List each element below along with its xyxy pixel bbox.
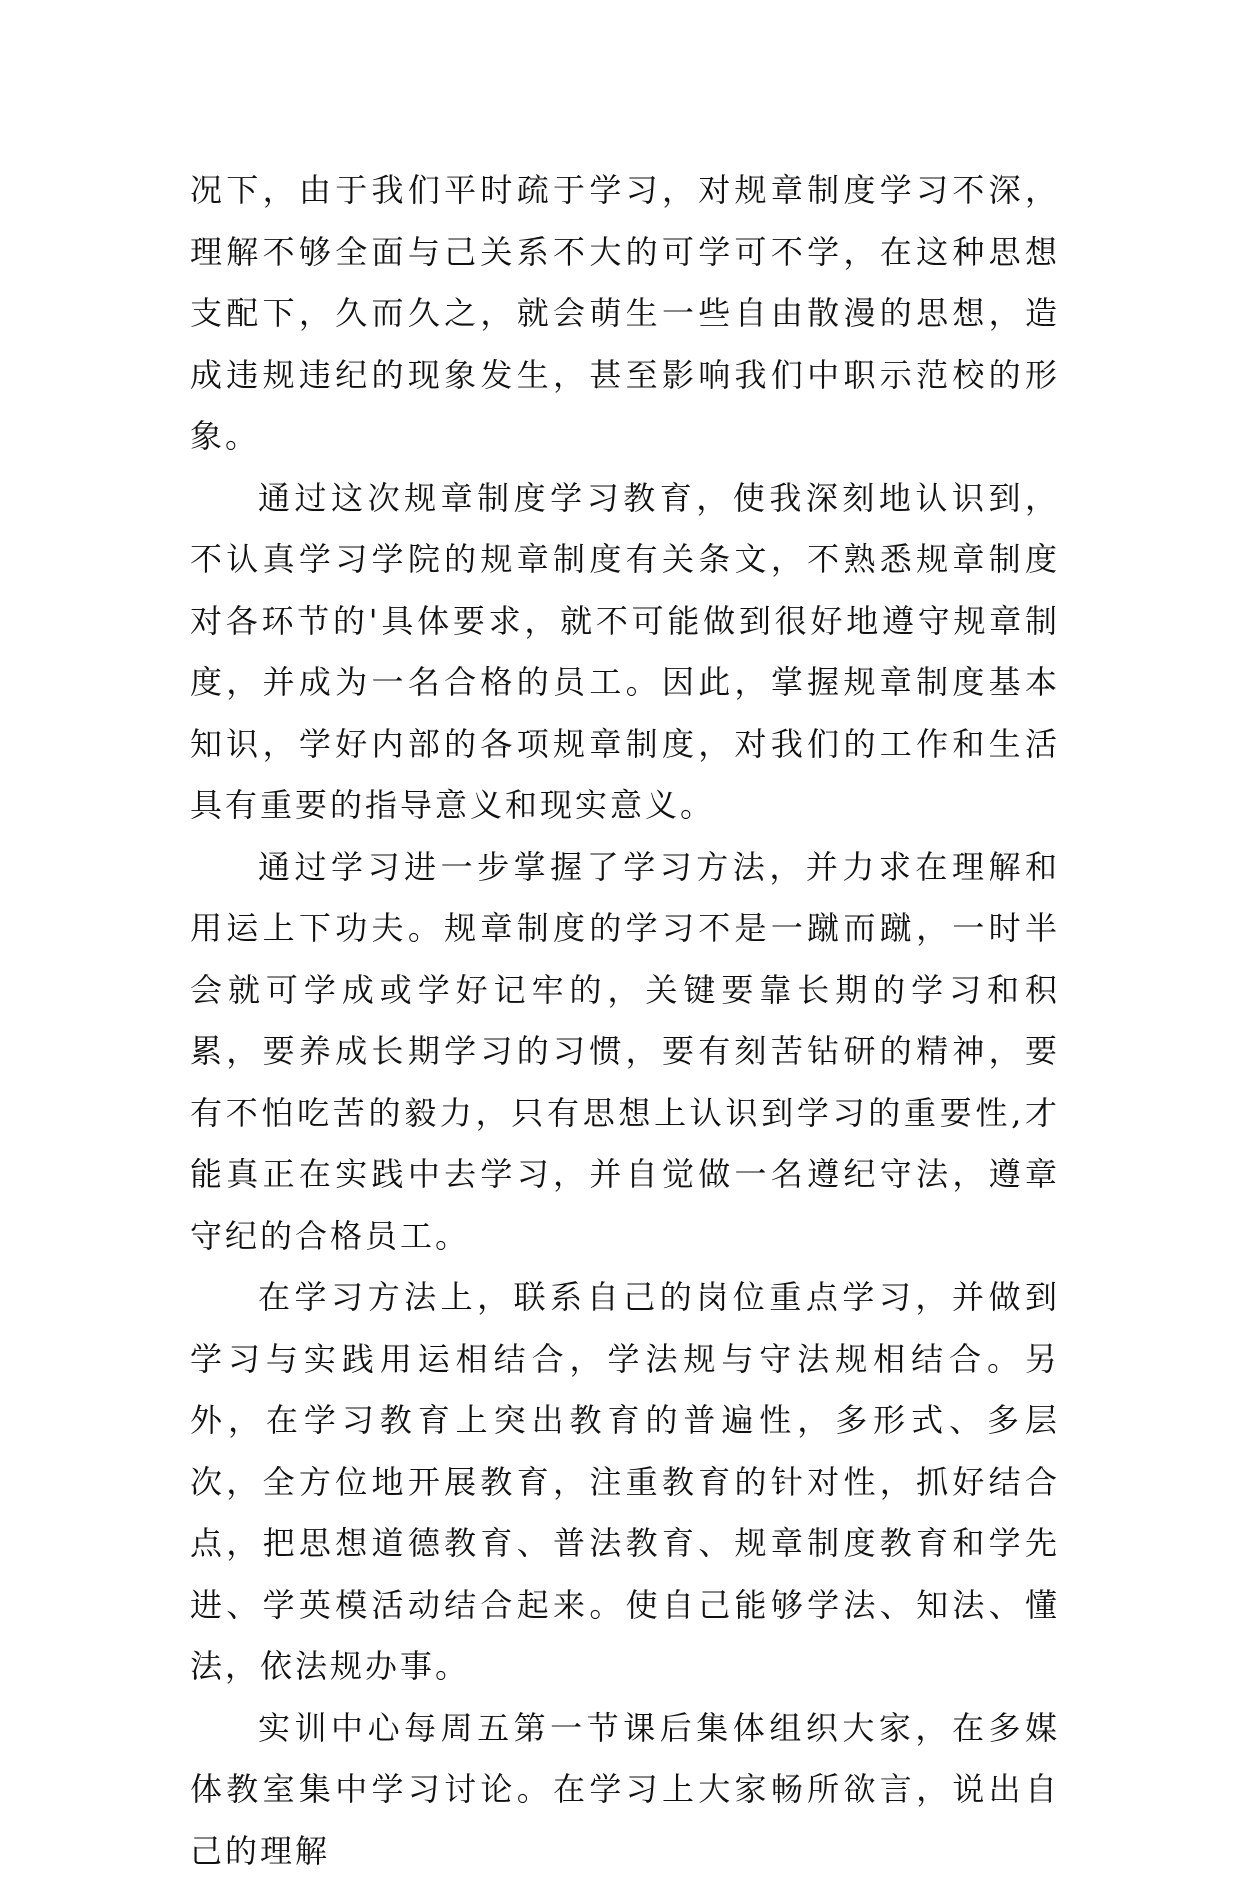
document-body (190, 160, 1060, 1882)
paragraph: 在学习方法上，联系自己的岗位重点学习，并做到学习与实践用运相结合，学法规与守法规相结合。另外，在学习教育上突出教育的普遍性，多形式、多层次，全方位地开展教育，注重教育的针对性，抓好结合点，把思想道德教育、普法教育、规章制度教育和学先进、学英模活动结合起来。使自己能够学法、知法、懂法，依法规办事。 (190, 1267, 1060, 1698)
paragraph: 通过学习进一步掌握了学习方法，并力求在理解和用运上下功夫。规章制度的学习不是一蹴而蹴，一时半会就可学成或学好记牢的，关键要靠长期的学习和积累，要养成长期学习的习惯，要有刻苦钻研的精神，要有不怕吃苦的毅力，只有思想上认识到学习的重要性,才能真正在实践中去学习，并自觉做一名遵纪守法，遵章守纪的合格员工。 (190, 837, 1060, 1268)
paragraph: 况下，由于我们平时疏于学习，对规章制度学习不深，理解不够全面与己关系不大的可学可不学，在这种思想支配下，久而久之，就会萌生一些自由散漫的思想，造成违规违纪的现象发生，甚至影响我们中职示范校的形象。 (190, 160, 1060, 468)
paragraph: 通过这次规章制度学习教育，使我深刻地认识到，不认真学习学院的规章制度有关条文，不熟悉规章制度对各环节的'具体要求，就不可能做到很好地遵守规章制度，并成为一名合格的员工。因此，掌握规章制度基本知识，学好内部的各项规章制度，对我们的工作和生活具有重要的指导意义和现实意义。 (190, 468, 1060, 837)
paragraph: 实训中心每周五第一节课后集体组织大家，在多媒体教室集中学习讨论。在学习上大家畅所欲言，说出自己的理解 (190, 1698, 1060, 1882)
